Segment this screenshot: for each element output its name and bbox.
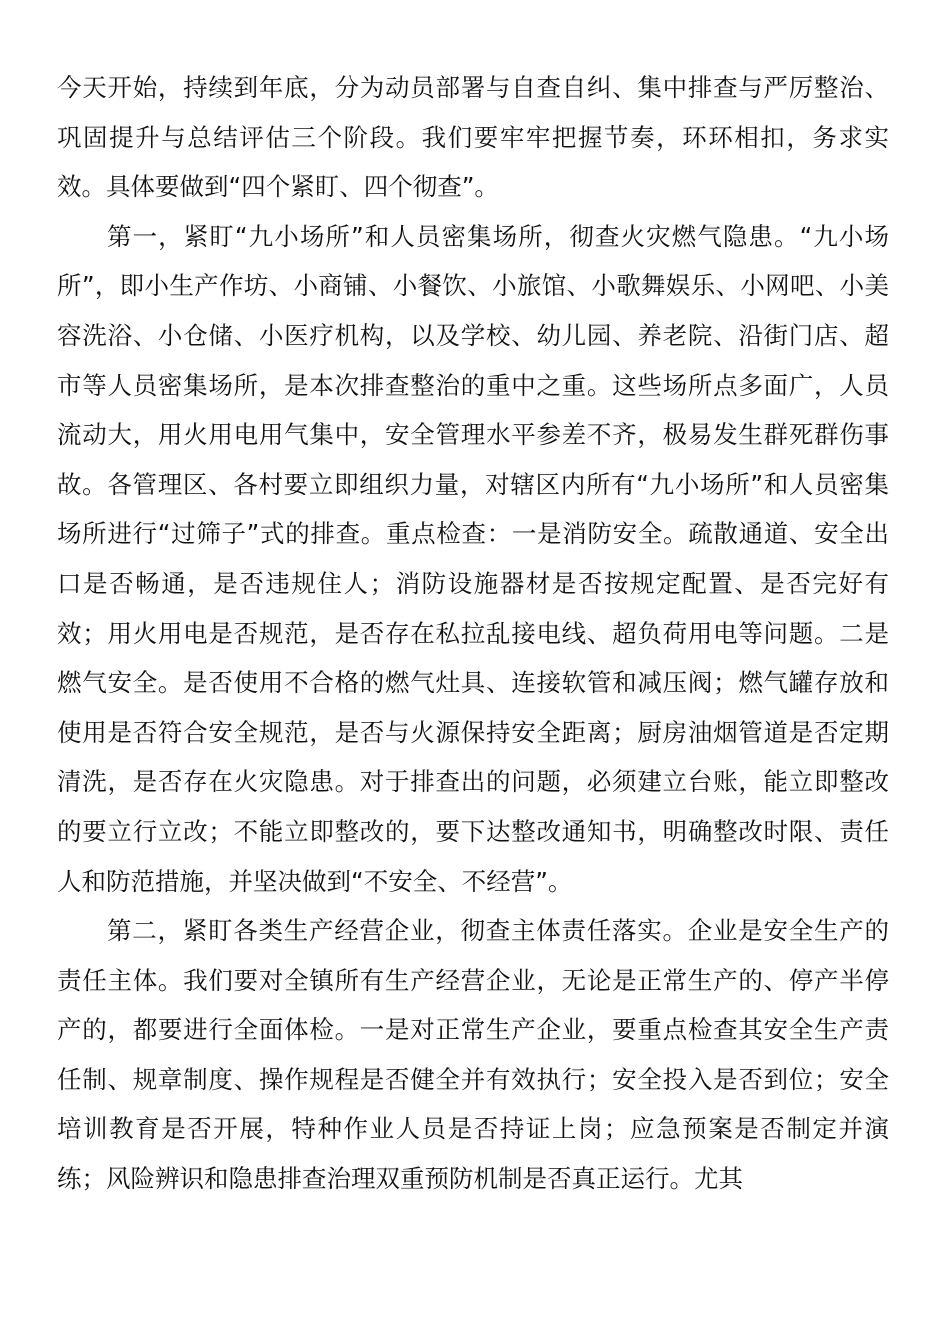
paragraph-first-focus: 第一，紧盯“九小场所”和人员密集场所，彻查火灾燃气隐患。“九小场所”，即小生产作坊、小商铺、小餐饮、小旅馆、小歌舞娱乐、小网吧、小美容洗浴、小仓储、小医疗机构，以及学校、幼儿园、养老院、沿街门店、超市等人员密集场所，是本次排查整治的重中之重。这些场所点多面广，人员流动大，用火用电用气集中，安全管理水平参差不齐，极易发生群死群伤事故。各管理区、各村要立即组织力量，对辖区内所有“九小场所”和人员密集场所进行“过筛子”式的排查。重点检查：一是消防安全。疏散通道、安全出口是否畅通，是否违规住人；消防设施器材是否按规定配置、是否完好有效；用火用电是否规范，是否存在私拉乱接电线、超负荷用电等问题。二是燃气安全。是否使用不合格的燃气灶具、连接软管和减压阀；燃气罐存放和使用是否符合安全规范，是否与火源保持安全距离；厨房油烟管道是否定期清洗，是否存在火灾隐患。对于排查出的问题，必须建立台账，能立即整改的要立行立改；不能立即整改的，要下达整改通知书，明确整改时限、责任人和防范措施，并坚决做到“不安全、不经营”。 [57, 221, 889, 896]
document-page [57, 63, 889, 1204]
paragraph-intro: 今天开始，持续到年底，分为动员部署与自查自纠、集中排查与严厉整治、巩固提升与总结评估三个阶段。我们要牢牢把握节奏，环环相扣，务求实效。具体要做到“四个紧盯、四个彻查”。 [57, 73, 889, 202]
paragraph-second-focus: 第二，紧盯各类生产经营企业，彻查主体责任落实。企业是安全生产的责任主体。我们要对全镇所有生产经营企业，无论是正常生产的、停产半停产的，都要进行全面体检。一是对正常生产企业，要重点检查其安全生产责任制、规章制度、操作规程是否健全并有效执行；安全投入是否到位；安全培训教育是否开展，特种作业人员是否持证上岗；应急预案是否制定并演练；风险辨识和隐患排查治理双重预防机制是否真正运行。尤其 [57, 916, 889, 1194]
